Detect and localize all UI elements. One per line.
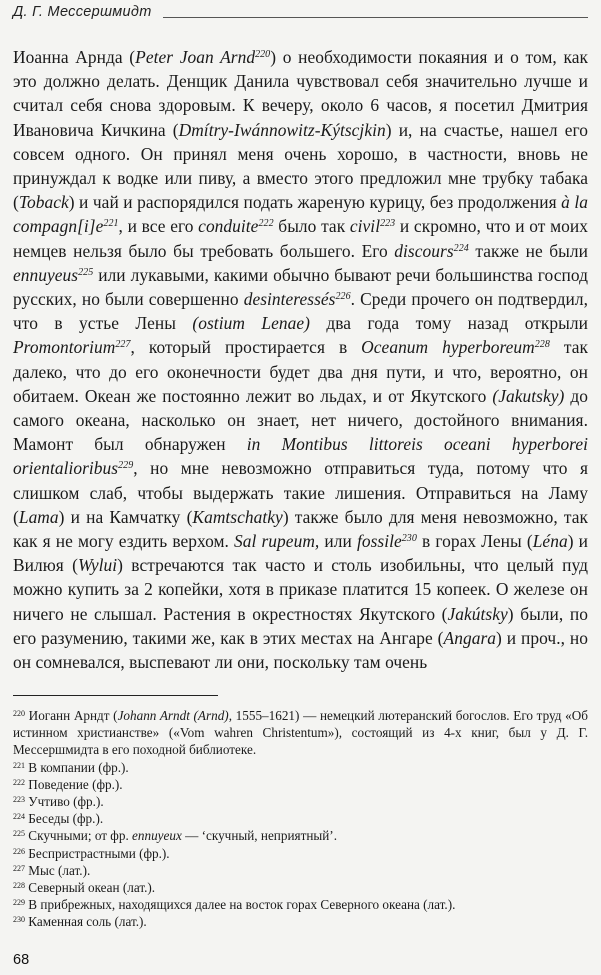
footnote-text: — ‘скучный, неприятный’.: [181, 828, 337, 844]
footnote-text: ennuyeux: [132, 828, 182, 844]
footnote-text: Учтиво (фр.).: [25, 794, 104, 810]
text-run: discours: [394, 240, 454, 261]
text-run: Kamtschatky: [192, 506, 283, 527]
footnote-ref[interactable]: 226: [335, 291, 351, 303]
footnote-number: 225: [13, 829, 25, 839]
text-run: или: [319, 531, 357, 552]
text-run: ) также было для меня невозможно, так как я не могу ездить верхом.: [13, 506, 588, 552]
footnote-222: [13, 776, 588, 793]
footnote-text: Поведение (фр.).: [25, 776, 123, 792]
text-run: и скромно, что и от моих немцев нельзя было бы требовать большего. Его: [13, 216, 588, 261]
text-run: , который простирается в: [130, 337, 362, 358]
footnote-number: 226: [13, 846, 25, 856]
footnote-224: [13, 810, 588, 827]
footnote-text: Беспристрастными (фр.).: [25, 845, 170, 861]
footnote-ref[interactable]: 222: [258, 218, 274, 230]
footnote-text: Johann Arndt (Arnd): [117, 708, 229, 723]
text-run: так далеко, что до его оконечности будет два дня пути, и что, вероятно, он обитаем. Океан же постоянно лежит во льдах, и от Якутского: [13, 337, 588, 406]
text-run: ) и на Камчатку (: [58, 506, 193, 527]
running-head: Д. Г. Мессершмидт: [13, 4, 152, 20]
footnote-number: 227: [13, 863, 25, 873]
footnote-ref[interactable]: 230: [401, 533, 417, 545]
text-run: ) и, на счастье, нашел его совсем одного. Он принял меня очень хорошо, в частности, вновь не принуждал к водке или пиву, а вместо этого предложил мне трубку табака (: [13, 119, 588, 213]
footnote-223: [13, 793, 588, 810]
footnote-number: 221: [13, 760, 25, 770]
footnote-number: 230: [13, 915, 25, 925]
text-run: ennuyeus: [13, 264, 79, 285]
footnote-228: [13, 879, 588, 896]
footnote-225: [13, 827, 588, 844]
text-run: Dmítry-Iwánnowitz-Kýtscjkin: [178, 119, 386, 140]
footnote-number: 229: [13, 898, 25, 908]
text-run: , и все его: [118, 216, 199, 237]
text-run: ) о необходимости покаяния и о том, как это должно делать. Денщик Данила чувствовал себя значительно лучше и считал себя снова здоровым. К вечеру, около 6 часов, я посетил Дмитрия Ивановича Кичкина (: [13, 47, 588, 140]
text-run: à la compagn[i]e: [13, 192, 588, 237]
footnote-ref[interactable]: 227: [115, 339, 131, 351]
text-run: Promontorium: [13, 337, 116, 358]
footnote-226: [13, 845, 588, 862]
text-run: . Среди прочего он подтвердил, что в устье Лены: [13, 289, 588, 334]
footnote-number: 224: [13, 812, 25, 822]
footnote-ref[interactable]: 223: [380, 218, 396, 230]
footnote-text: Беседы (фр.).: [25, 811, 104, 827]
footnote-ref[interactable]: 225: [78, 266, 94, 278]
text-run: conduite: [198, 216, 259, 237]
text-run: Wylui: [77, 555, 118, 576]
text-run: fossile: [356, 531, 402, 552]
page-number: 68: [13, 952, 30, 968]
footnote-text: Мыс (лат.).: [25, 862, 91, 878]
footnote-text: , 1555–1621) — немецкий лютеранский богослов. Его труд «Об истинном христианстве» («Vom wahren Christentum»), состоящий из 4-х книг, был у Д. Г. Мессершмидта в его походной библиотеке.: [13, 708, 588, 758]
footnote-text: Иоганн Арндт (: [25, 708, 118, 723]
text-run: Peter Joan Arnd: [135, 47, 256, 67]
footnote-ref[interactable]: 224: [453, 242, 469, 254]
text-run: Léna: [532, 531, 568, 552]
footnote-ref[interactable]: 221: [103, 218, 119, 230]
footnote-number: 222: [13, 777, 25, 787]
text-run: , но мне невозможно отправиться туда, потому что я слишком слаб, чтобы выдержать такие лишения. Отправиться на Ламу (: [13, 458, 588, 527]
footnote-text: В компании (фр.).: [25, 759, 129, 775]
footnote-ref[interactable]: 228: [534, 339, 550, 351]
footnote-number: 228: [13, 881, 25, 891]
text-run: in Montibus littoreis oceani hyperborei orientalioribus: [13, 434, 589, 479]
footnote-text: Северный океан (лат.).: [25, 880, 156, 896]
footnote-221: [13, 759, 588, 776]
text-run: Oceanum hyperboreum: [361, 337, 535, 358]
text-run: ) встречаются так часто и столь изобильны, что целый пуд можно купить за 2 копейки, хотя в приказе платится 15 копеек. О железе он ничего не слышал. Растения в окрестностях Якутского (: [13, 555, 588, 624]
footnote-number: 223: [13, 795, 25, 805]
text-run: в горах Лены (: [416, 531, 533, 552]
text-run: Sal rupeum,: [234, 531, 320, 552]
text-run: (ostium Lenae): [192, 313, 310, 334]
footnote-text: В прибрежных, находящихся далее на восток горах Северного океана (лат.).: [25, 897, 456, 913]
text-run: Angara: [443, 627, 497, 648]
text-run: также не были: [468, 240, 588, 261]
text-run: было так: [273, 216, 350, 237]
text-run: Lama: [18, 506, 59, 527]
page-header: [13, 0, 588, 27]
text-run: Jakútsky: [447, 603, 508, 624]
footnote-separator: [13, 695, 218, 696]
text-run: ) и Вилюя (: [13, 531, 588, 576]
header-rule: [163, 17, 588, 18]
text-run: ) и чай и распорядился подать жареную курицу, без продолжения: [68, 192, 562, 213]
text-run: (Jakutsky): [492, 385, 565, 406]
footnote-ref[interactable]: 229: [118, 460, 134, 472]
footnote-text: Каменная соль (лат.).: [25, 914, 147, 930]
text-run: или лукавыми, какими обычно бывают речи большинства господ русских, но были совершенно: [13, 264, 588, 310]
text-run: Иоанна Арндa (: [13, 47, 136, 67]
main-text: [13, 45, 588, 674]
footnote-227: [13, 862, 588, 879]
footnote-number: 220: [13, 709, 25, 718]
text-run: ) были, по его разумению, такими же, как в этих местах на Ангаре (: [13, 603, 588, 648]
footnote-229: [13, 896, 588, 913]
footnote-220: [13, 707, 588, 759]
footnote-ref[interactable]: 220: [255, 49, 271, 60]
footnote-text: Скучными; от фр.: [25, 828, 133, 844]
text-run: два года тому назад открыли: [309, 313, 588, 334]
text-run: desinteressés: [243, 289, 336, 310]
text-run: ) и проч., но он сомневался, выспевают ли они, поскольку там очень: [13, 627, 588, 673]
text-run: Toback: [18, 192, 69, 213]
text-run: civil: [349, 216, 381, 237]
text-run: до самого океана, насколько он знает, нет ничего, достойного внимания. Мамонт был обнаружен: [13, 385, 588, 455]
footnote-230: [13, 913, 588, 930]
footnotes: [13, 707, 588, 931]
